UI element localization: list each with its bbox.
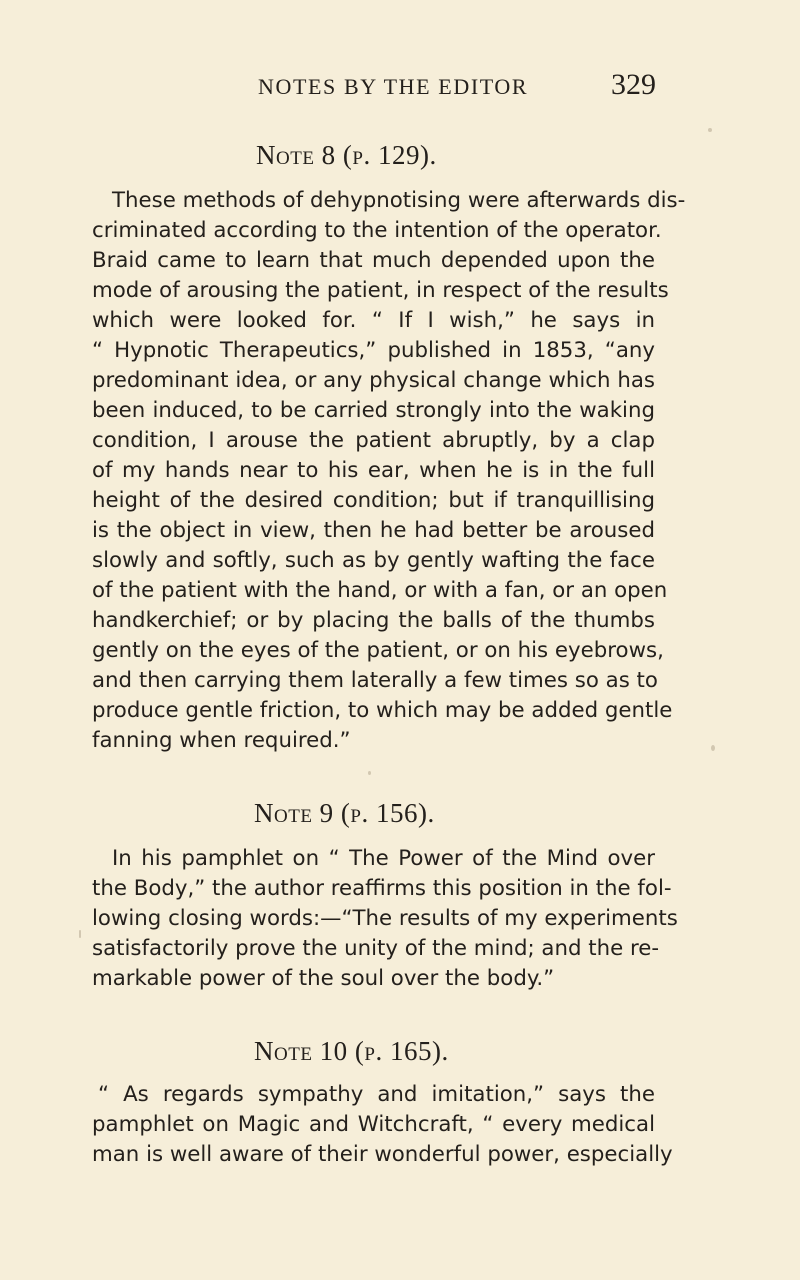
running-title: NOTES BY THE EDITOR [258, 74, 529, 99]
text-line: is the object in view, then he had better be aroused [92, 518, 655, 543]
text-line: man is well aware of their wonderful power, especially [92, 1142, 673, 1167]
text-line: In his pamphlet on “ The Power of the Mind over [112, 846, 655, 871]
text-line: height of the desired condition; but if tranquillising [92, 488, 655, 513]
running-head [160, 68, 660, 108]
text-line: “ Hypnotic Therapeutics,” published in 1853, “any [92, 338, 655, 363]
page-number: 329 [611, 68, 656, 101]
note-heading: Note 9 (p. 156). [254, 798, 435, 828]
text-line: of my hands near to his ear, when he is in the full [92, 458, 655, 483]
text-line: which were looked for. “ If I wish,” he says in [92, 308, 655, 333]
text-line: These methods of dehypnotising were afterwards dis- [112, 188, 686, 213]
text-line: Braid came to learn that much depended upon the [92, 248, 655, 273]
text-line: and then carrying them laterally a few times so as to [92, 668, 658, 693]
paper-speck [368, 771, 371, 775]
text-line: predominant idea, or any physical change which has [92, 368, 655, 393]
text-line: fanning when required.” [92, 728, 351, 753]
paper-speck [708, 128, 712, 132]
note-heading: Note 8 (p. 129). [256, 140, 437, 170]
text-line: condition, I arouse the patient abruptly, by a clap [92, 428, 655, 453]
text-line: handkerchief; or by placing the balls of the thumbs [92, 608, 655, 633]
text-line: lowing closing words:—“The results of my experiments [92, 906, 678, 931]
text-line: mode of arousing the patient, in respect of the results [92, 278, 669, 303]
text-line: of the patient with the hand, or with a fan, or an open [92, 578, 668, 603]
text-line: markable power of the soul over the body.” [92, 966, 555, 991]
note-heading: Note 10 (p. 165). [254, 1036, 449, 1066]
paper-speck [711, 745, 715, 751]
text-line: criminated according to the intention of the operator. [92, 218, 662, 243]
text-line: produce gentle friction, to which may be added gentle [92, 698, 673, 723]
text-line: the Body,” the author reaffirms this position in the fol- [92, 876, 672, 901]
text-line: been induced, to be carried strongly into the waking [92, 398, 655, 423]
text-line: “ As regards sympathy and imitation,” says the [98, 1082, 655, 1107]
text-line: slowly and softly, such as by gently wafting the face [92, 548, 655, 573]
text-line: pamphlet on Magic and Witchcraft, “ every medical [92, 1112, 655, 1137]
text-line: satisfactorily prove the unity of the mind; and the re- [92, 936, 660, 961]
paper-speck [79, 930, 81, 938]
text-line: gently on the eyes of the patient, or on his eyebrows, [92, 638, 664, 663]
